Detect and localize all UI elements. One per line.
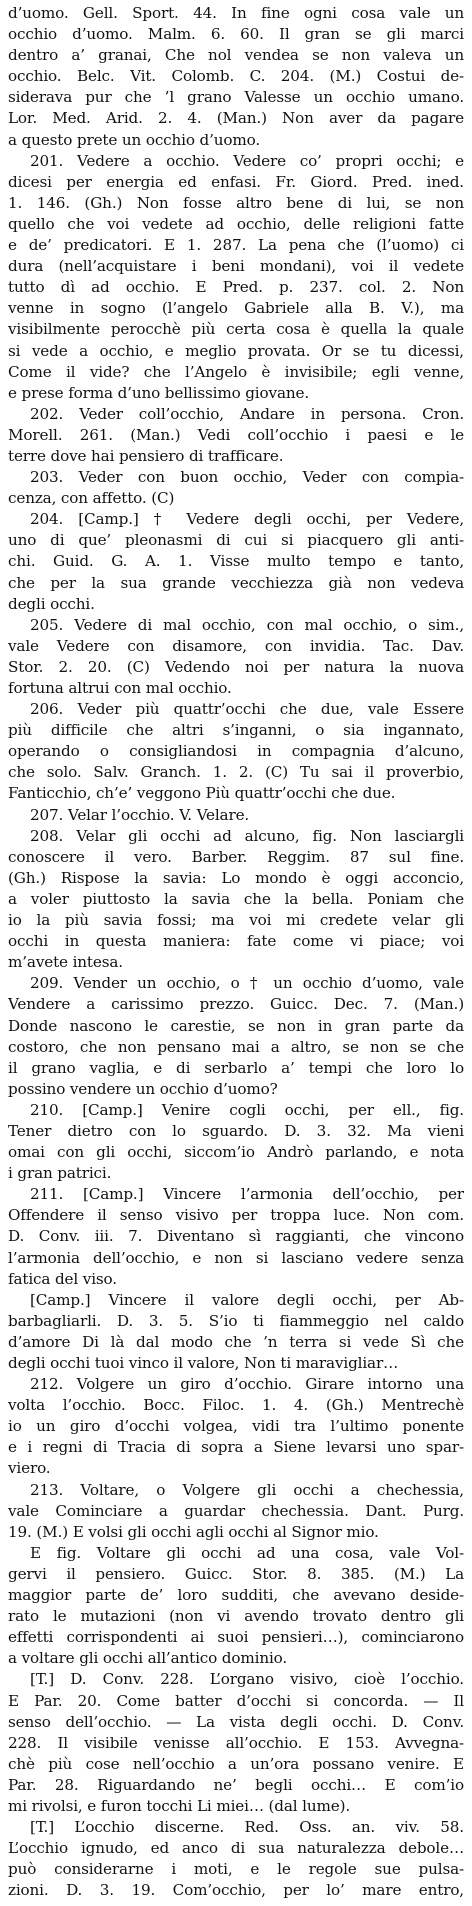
text-line: Morell. 261. (Man.) Vedi coll’occhio i paesi e le — [8, 425, 464, 444]
text-line: chi. Guid. G. A. 1. Visse multo tempo e tanto, — [8, 552, 464, 571]
text-line: omai con gli occhi, siccom’io Andrò parlando, e nota — [8, 1143, 464, 1162]
text-line: si vede a occhio, e meglio provata. Or se tu dicessi, — [8, 341, 464, 360]
text-line: 205. Vedere di mal occhio, con mal occhio, o sim., — [30, 615, 464, 634]
text-line: e de’ predicatori. E 1. 287. La pena che (l’uomo) ci — [8, 236, 464, 255]
text-line: 213. Voltare, o Volgere gli occhi a chechessia, — [30, 1480, 464, 1499]
text-line: [T.] D. Conv. 228. L’organo visivo, cioè l’occhio. — [30, 1670, 464, 1689]
text-line: 19. (M.) E volsi gli occhi agli occhi al Signor mio. — [8, 1522, 379, 1541]
text-line: [T.] L’occhio discerne. Red. Oss. an. viv. 58. — [30, 1818, 464, 1837]
text-line: rato le mutazioni (non vi avendo trovato dentro gli — [8, 1607, 464, 1626]
text-line: Par. 28. Riguardando ne’ begli occhi… E com’io — [8, 1775, 464, 1794]
text-line: il grano vaglia, e di serbarlo a’ tempi che loro lo — [8, 1058, 464, 1077]
text-line: cenza, con affetto. (C) — [8, 489, 175, 508]
text-line: conoscere il vero. Barber. Reggim. 87 sul fine. — [8, 847, 464, 866]
text-line: quello che voi vedete ad occhio, delle religioni fatte — [8, 214, 464, 233]
text-line: e prese forma d’uno bellissimo giovane. — [8, 383, 309, 402]
text-line: senso dell’occhio. — La vista degli occhi. D. Conv. — [8, 1712, 464, 1731]
text-line: vale Cominciare a guardar chechessia. Dant. Purg. — [8, 1501, 464, 1520]
text-line: degli occhi tuoi vinco il valore, Non ti maravigliar… — [8, 1354, 399, 1372]
text-line: vale Vedere con disamore, con invidia. Tac. Dav. — [8, 636, 464, 655]
text-line: 204. [Camp.] † Vedere degli occhi, per Vedere, — [30, 510, 464, 529]
text-line: viero. — [8, 1459, 51, 1478]
text-line: 203. Veder con buon occhio, Veder con compia- — [30, 468, 464, 487]
text-line: L’occhio ignudo, ed anco di sua naturalezza debole… — [8, 1839, 464, 1858]
text-line: 201. Vedere a occhio. Vedere co’ propri occhi; e — [30, 151, 464, 170]
text-line: E Par. 20. Come batter d’occhi si concorda. — Il — [8, 1691, 464, 1710]
text-line: 206. Veder più quattr’occhi che due, vale Essere — [30, 700, 464, 719]
text-line: io un giro d’occhi volgea, vidi tra l’ultimo ponente — [8, 1417, 464, 1436]
text-line: occhio. Belc. Vit. Colomb. C. 204. (M.) Costui de- — [8, 67, 464, 86]
text-line: degli occhi. — [8, 594, 95, 613]
text-line: dentro a’ granai, Che nol vendea se non valeva un — [8, 46, 464, 65]
text-line: 1. 146. (Gh.) Non fosse altro bene di lui, se non — [8, 193, 464, 212]
text-line: mi rivolsi, e furon tocchi Li miei… (dal lume). — [8, 1796, 351, 1815]
text-line: fatica del viso. — [8, 1269, 117, 1288]
text-line: e i regni di Tracia di sopra a Siene levarsi uno spar- — [8, 1438, 464, 1457]
text-line: venne in sogno (l’angelo Gabriele alla B. V.), ma — [8, 299, 464, 318]
text-line: costoro, che non pensano mai a altro, se non se che — [8, 1037, 464, 1056]
text-line: volta l’occhio. Bocc. Filoc. 1. 4. (Gh.) Mentrechè — [8, 1396, 464, 1415]
text-line: 212. Volgere un giro d’occhio. Girare intorno una — [30, 1375, 464, 1394]
text-line: Offendere il senso visivo per troppa luce. Non com. — [8, 1206, 464, 1225]
text-line: Stor. 2. 20. (C) Vedendo noi per natura la nuova — [8, 657, 464, 676]
text-line: d’uomo. Gell. Sport. 44. In fine ogni cosa vale un — [8, 4, 464, 22]
text-line: che solo. Salv. Granch. 1. 2. (C) Tu sai il proverbio, — [8, 763, 464, 782]
text-line: siderava pur che ’l grano Valesse un occhio umano. — [8, 88, 464, 107]
text-line: gervi il pensiero. Guicc. Stor. 8. 385. (M.) La — [8, 1564, 464, 1583]
text-line: 210. [Camp.] Venire cogli occhi, per ell., fig. — [30, 1100, 464, 1119]
text-line: effetti corrispondenti ai suoi pensieri…), cominciarono — [8, 1628, 464, 1647]
text-line: uno di que’ pleonasmi di cui si piacquero gli anti- — [8, 531, 464, 550]
text-line: io la più savia fossi; ma voi mi credete velar gli — [8, 911, 464, 930]
text-line: Tener dietro con lo sguardo. D. 3. 32. Ma vieni — [8, 1121, 464, 1140]
text-line: (Gh.) Rispose la savia: Lo mondo è oggi acconcio, — [8, 868, 464, 887]
text-line: terre dove hai pensiero di trafficare. — [8, 446, 284, 465]
text-line: barbagliarli. D. 3. 5. S’io ti fiammeggio nel caldo — [8, 1311, 464, 1330]
text-line: m’avete intesa. — [8, 953, 123, 972]
text-line: dicesi per energia ed enfasi. Fr. Giord. Pred. ined. — [8, 172, 464, 191]
text-line: tutto dì ad occhio. E Pred. p. 237. col. 2. Non — [8, 278, 464, 297]
text-line: che per la sua grande vecchiezza già non vedeva — [8, 573, 464, 592]
text-line: 202. Veder coll’occhio, Andare in persona. Cron. — [30, 404, 464, 423]
text-line: può considerarne i moti, e le regole sue pulsa- — [8, 1860, 464, 1879]
text-line: visibilmente perocchè più certa cosa è quella la quale — [8, 320, 464, 339]
text-line: E fig. Voltare gli occhi ad una cosa, vale Vol- — [30, 1543, 464, 1562]
text-line: a questo prete un occhio d’uomo. — [8, 130, 261, 149]
text-line: 209. Vender un occhio, o † un occhio d’uomo, vale — [30, 974, 464, 993]
text-line: occhi in questa maniera: fate come vi piace; voi — [8, 932, 464, 951]
text-line: a voler piuttosto la savia che la bella. Poniam che — [8, 889, 464, 908]
text-line: maggior parte de’ loro sudditi, che avevano deside- — [8, 1586, 464, 1605]
text-line: Vendere a carissimo prezzo. Guicc. Dec. 7. (Man.) — [8, 995, 464, 1014]
text-line: zioni. D. 3. 19. Com’occhio, per lo’ mare entro, — [8, 1881, 464, 1900]
text-line: Come il vide? che l’Angelo è invisibile; egli venne, — [8, 362, 464, 381]
text-line: più difficile che altri s’inganni, o sia ingannato, — [8, 721, 464, 740]
text-line: Fanticchio, ch’e’ veggono Più quattr’occhi che due. — [8, 784, 396, 803]
text-line: operando o consigliandosi in compagnia d’alcuno, — [8, 742, 464, 761]
text-line: [Camp.] Vincere il valore degli occhi, per Ab- — [30, 1290, 464, 1309]
text-line: chè più cose nell’occhio a un’ora possano venire. E — [8, 1754, 464, 1773]
text-line: 228. Il visibile venisse all’occhio. E 153. Avvegna- — [8, 1733, 464, 1752]
text-line: a voltare gli occhi all’antico dominio. — [8, 1649, 288, 1668]
text-line: fortuna altrui con mal occhio. — [8, 679, 232, 697]
text-line: possino vendere un occhio d’uomo? — [8, 1079, 278, 1098]
text-line: Donde nascono le carestie, se non in gran parte da — [8, 1016, 464, 1035]
text-line: occhio d’uomo. Malm. 6. 60. Il gran se gli marci — [8, 25, 464, 44]
text-line: 208. Velar gli occhi ad alcuno, fig. Non lasciargli — [30, 826, 464, 845]
text-line: 207. Velar l’occhio. V. Velare. — [30, 805, 250, 824]
text-line: dura (nell’acquistare i beni mondani), voi il vedete — [8, 257, 464, 276]
text-column — [8, 3, 464, 1901]
text-line: d’amore Di là dal modo che ’n terra si vede Sì che — [8, 1332, 464, 1351]
text-line: l’armonia dell’occhio, e non si lasciano vedere senza — [8, 1248, 464, 1267]
text-line: i gran patrici. — [8, 1164, 112, 1183]
text-line: 211. [Camp.] Vincere l’armonia dell’occhio, per — [30, 1185, 464, 1204]
text-line: Lor. Med. Arid. 2. 4. (Man.) Non aver da pagare — [8, 109, 464, 128]
text-line: D. Conv. iii. 7. Diventano sì raggianti, che vincono — [8, 1227, 464, 1246]
